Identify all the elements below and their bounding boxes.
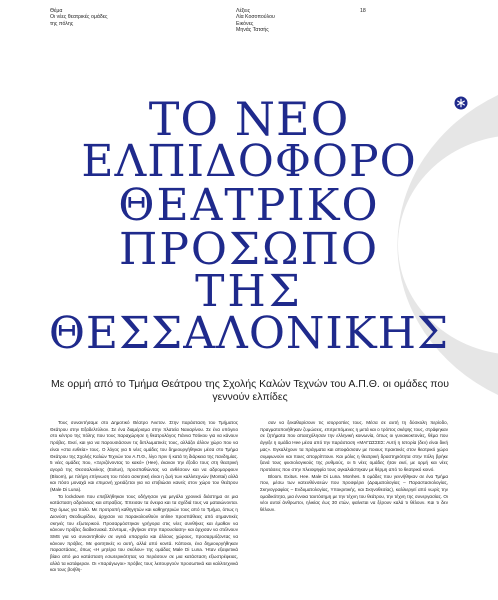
title-line: ΤΟ ΝΕΟ: [148, 92, 350, 146]
page-number: 18: [360, 8, 366, 14]
meta-label-words: Λέξεις: [236, 8, 251, 14]
title-line: ΘΕΑΤΡΙΚΟ: [118, 180, 380, 231]
article-meta-right: [236, 8, 275, 34]
body-column-right: [260, 420, 448, 514]
body-paragraph: Τους συναντήσαμε στο Δημοτικό Θέατρο Άνετον. Στην παράσταση του Τμήματος Θεάτρου στην Εξαδελτύλιον. Σε ένα διαμέρισμα στην πλατεία Ναυαρίνου. Σε ένα υπόγειο στο κέντρο της πόλης που τους παραχώρησε η θεατρολόγος Γιάννα Τσόκου για να κάνουν πρόβες. Εκεί, και για να παρουσιάσουν τις διπλωματικές τους, αλλάζει άλλον χώρο που να είναι «στα ευθεία» τους. Ο λόγος για 5 νέες ομάδες του δημιουργήθηκαν μέσα στο Τμήμα Θεάτρου της Σχολής Καλών Τεχνών του Α.Π.Θ., λίγο πριν ή κατά τη διάρκεια της πανδημίας. 5 νέες ομάδες που, «Ξεριζόνοντας το κακό» (Hee), έκαναν την έξοδο τους στη θεατρική αγορά της Θεσσαλονίκης (Exitus), προσπαθώντας να ανθέσουν και να αδρομορφουν (Bloom), με πλήρη επίγνωση του πόσο ασκητική είναι η ζωή των καλλιτεχνών (Montai) αλλά και πόσο μοναχά και επιμονή χρειάζεται για να επιβιώσει κανείς στον χώρο του θεάτρου (Male Di Luna).: [50, 420, 238, 493]
body-paragraph: Τα lockdown που επεβλήθηκαν τους οδήγησαν για μεγάλο χρονικό διάστημα σε μια κατάσταση αδράνειας και απραξίας. Έπεισαν τα όνειρα και τα σχέδιά τους να ματαιώνονται. Όχι όμως για πολύ. Με προτροπή καθηγητών και καθηγητριών τους από το Τμήμα, όπως η Διονύση Θεοδωρίδου, άρχισαν να παρακολουθούν online προσπάθειες από σημαντικές σκηνές του εξωτερικού. Προσαρμόστηκαν γρήγορα στις νέες συνθήκες και έμαθαν να κάνουν πρόβες διαδικτυακά. Σύντομα, «βγήκαν στην παρουσίαση» και άρχισαν να στέλνουν SMS για να συναντηθούν σε υγειά υπαρχεία και άλλους χώρους, προσαρμόζοντας να κάνουν πρόβες. Με φοιτητικές κι αυτή, αλλά από κοντά. Κάποιοι, ένα δημιουργήθηκαν παραστάσεις, όπως «Η μητέρα του σκύλου» της ομάδας Male Di Luna. Ήταν εξαιρετικά βίαιο από μια κατάσταση εσωτερικότητας να περάσουν σε μια κατάσταση εξωστρέφειας, αλλά τα κατάφεραν. Οι «παράγωγοι» πρόβες τους λειτουργούν προσωπικά και καλλιτεχνικά και τους βοήθη-: [50, 493, 238, 573]
body-paragraph: σαν να ξεκαθαρίσουν τις ισορροπίες τους. Μέσα σε αυτή τη δύσκολη περίοδο, πραγματοποιήθηκαν ζυμώσεις, επιτρεπόμενες η μετά και ο τρόπος σκέψης τους, στράφηκαν σε ζητήματα που απασχόλησαν την ελληνική κοινωνία, όπως οι γυναικοκτονίες, θέμα που άγγιξε η ομάδα Hee μέσα από την παράσταση «ΜΑΓΩΣΣΕΣ: Αυτή η Ιστορία (δεν) είναι δική μας». Εγκαλέχουν τα πράγματα και αποφάσισαν με ποιους πρακτικές στον θεατρικό χώρο συμφωνούν και ποιες απορρίπτουν. Και μόλις η θεατρική δραστηριότητα στην πόλη βρήκε ξανά τους φυσιολογικούς της ρυθμούς, οι 5 νέες ομάδες ήταν εκεί, με ορμή και νέες προτάσεις που στην πλειοψηφία τους αγκαλιάστηκαν με θέρμη από το θεατρικό κοινό.: [260, 420, 448, 472]
title-line: ΘΕΣΣΑΛΟΝΙΚΗΣ: [48, 308, 450, 359]
meta-theme-line-2: της πόλης: [50, 20, 74, 27]
article-meta-left: [50, 8, 108, 27]
title-line: ΤΗΣ: [195, 266, 303, 317]
meta-label-images: Εικόνες: [236, 20, 254, 27]
meta-label-theme: Θέμα: [50, 8, 63, 14]
body-column-left: [50, 420, 238, 574]
article-subtitle: Με ορμή από το Τμήμα Θεάτρου της Σχολής Καλών Τεχνών του Α.Π.Θ. οι ομάδες που γεννούν ελπίδες: [51, 378, 449, 403]
title-line: ΕΛΠΙΔΟΦΟΡΟ: [81, 136, 417, 187]
body-paragraph: Bloom. Exitus. Hee. Male Di Luna. Monhes. 5 ομάδες που γεννήθηκαν σε ένα Τμήμα που, μέσω των κατευθύνσεών που προσφέρει (Δραματολογίας – Παραστασιολογίας, Σκηνογραφίας – Ενδυματολογίας, Υποκριτικής, και Σκηνοθεσίας), καλλιεργεί από νωρίς την ομαδικότητα, μια έννοια ταυτόσημη με την τέχνη του θεάτρου, την τέχνη της συνεργασίας. Οι νέοι αυτοί άνθρωποι, ηλικίας έως 30 ετών, φαίνεται να ξέρουν καλά τι θέλουν. Και τι δεν θέλουν.: [260, 473, 448, 513]
meta-photographer: Μηνάς Τατσής: [236, 27, 269, 34]
meta-theme-line-1: Οι νέες θεατρικές ομάδες: [50, 14, 108, 21]
title-line: ΠΡΟΣΩΠΟ: [118, 224, 380, 275]
meta-author: Λία Κοσοπούλου: [236, 14, 275, 21]
